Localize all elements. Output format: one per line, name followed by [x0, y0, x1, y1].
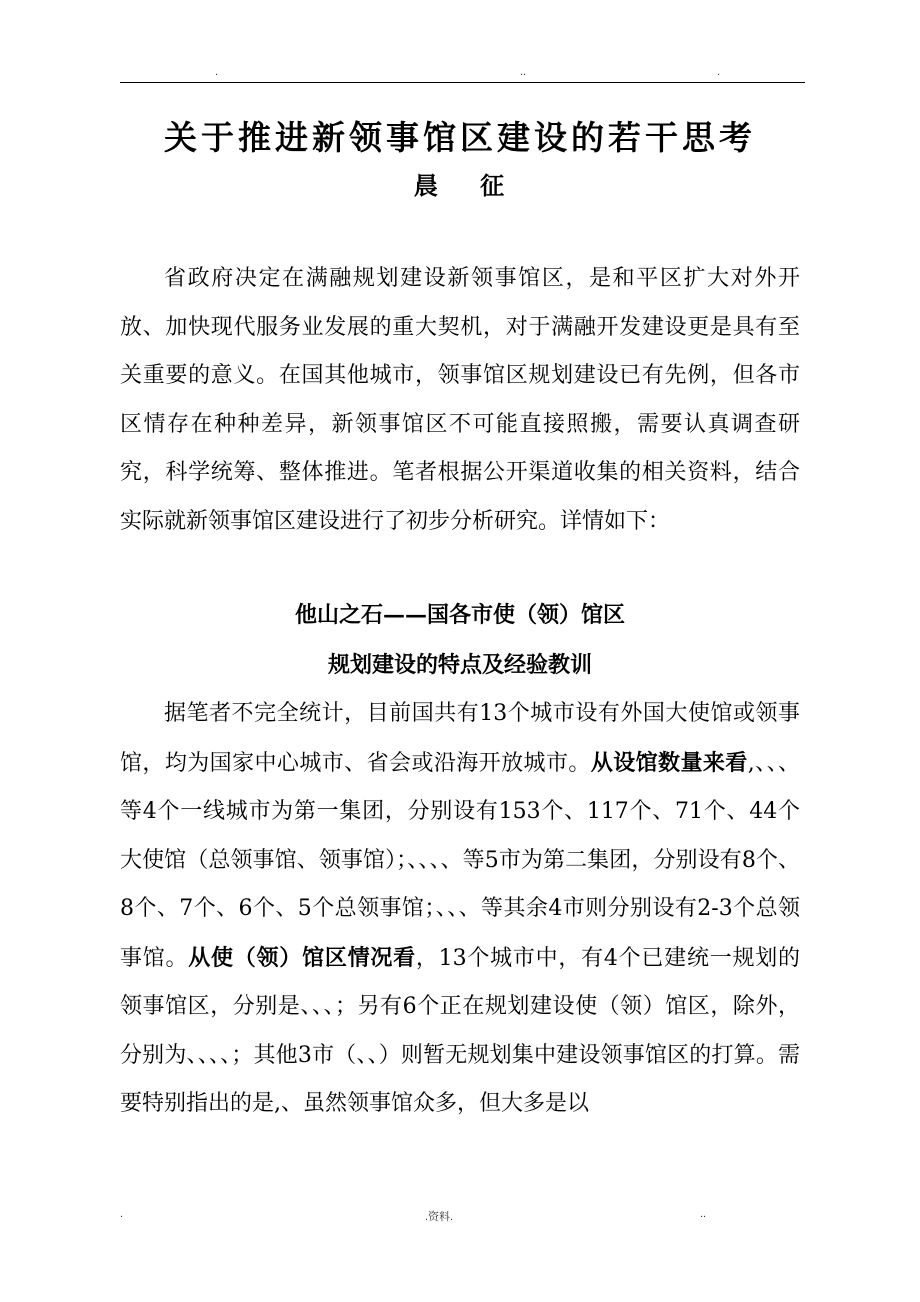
footer-mark-center: .资料. [425, 1211, 454, 1223]
body-bold-2: 从使（领）馆区情况看 [188, 944, 416, 971]
document-title: 关于推进新领事馆区建设的若干思考 [164, 118, 756, 157]
footer-mark-left: . [120, 1208, 124, 1220]
header-mark-center: .. [520, 66, 527, 78]
section-heading-line1: 他山之石——国各市使（领）馆区 [294, 602, 625, 628]
header-mark-left: . [215, 66, 219, 78]
body-text-2: ,、、、等4个一线城市为第一集团，分别设有153个、117个、71个、44个大使馆（总领事馆、领事馆）；、、、、等5市为第二集团，分别设有8个、8个、7个、6个、5个总领事馆；、、、等其余4市则分别设有2-3个总领事馆。 [120, 750, 800, 971]
page-header [120, 66, 805, 82]
author-name: 晨 征 [413, 171, 507, 200]
header-mark-right: . [717, 66, 721, 78]
body-text-3: ，13个城市中，有4个已建统一规划的领事馆区，分别是、、、；另有6个正在规划建设使（领）馆区，除外，分别为、、、、；其他3市（、、）则暂无规划集中建设领事馆区的打算。需要特别指出的是,、虽然领事馆众多，但大多是以 [120, 945, 800, 1116]
body-bold-1: 从设馆数量来看 [590, 749, 748, 776]
body-paragraph [120, 690, 800, 1129]
page-footer [120, 1208, 805, 1224]
footer-mark-right: .. [700, 1208, 707, 1220]
section-heading-line2: 规划建设的特点及经验教训 [327, 652, 592, 678]
intro-paragraph: 省政府决定在满融规划建设新领事馆区，是和平区扩大对外开放、加快现代服务业发展的重大契机，对于满融开发建设更是具有至关重要的意义。在国其他城市，领事馆区规划建设已有先例，但各市区情存在种种差异，新领事馆区不可能直接照搬，需要认真调查研究，科学统筹、整体推进。笔者根据公开渠道收集的相关资料，结合实际就新领事馆区建设进行了初步分析研究。详情如下： [120, 266, 800, 534]
body-text-1: 据笔者不完全统计，目前国共有13个城市设有外国大使馆或领事馆，均为国家中心城市、省会或沿海开放城市。 [120, 701, 800, 776]
header-divider [120, 82, 805, 83]
